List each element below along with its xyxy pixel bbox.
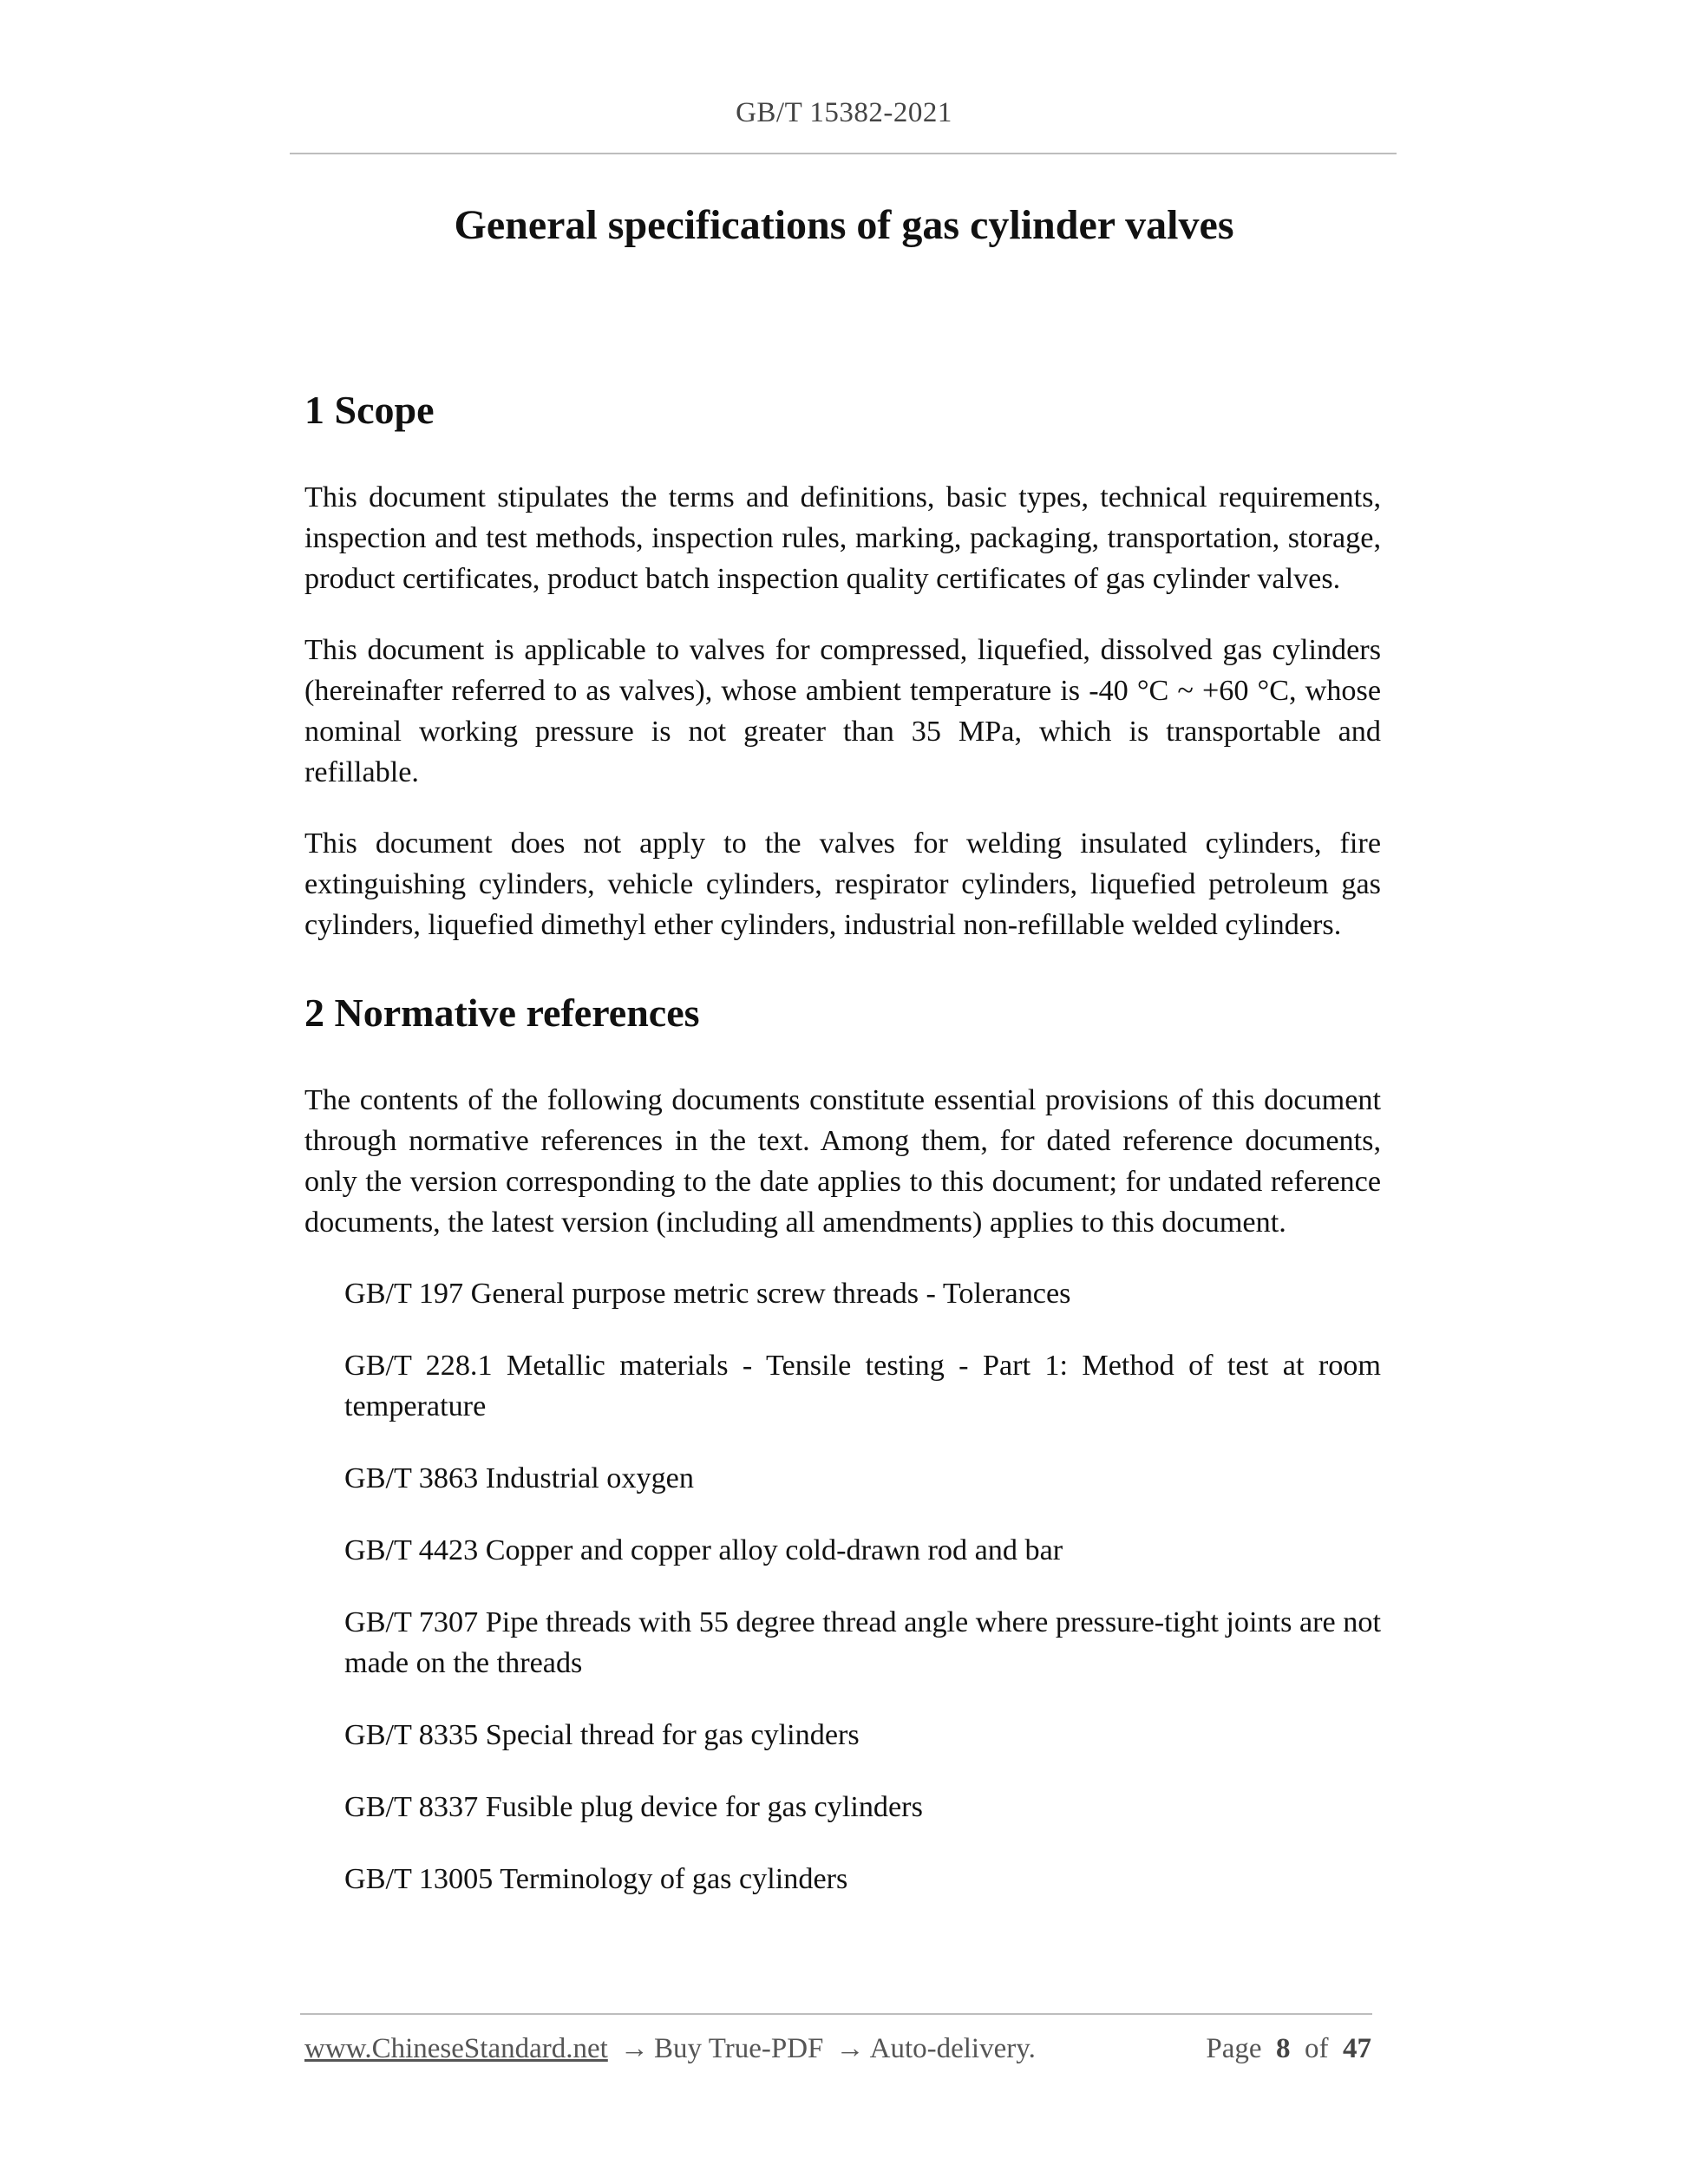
section-heading-scope: 1 Scope (304, 388, 435, 432)
page-current: 8 (1276, 2033, 1291, 2064)
website-link[interactable]: www.ChineseStandard.net (304, 2033, 608, 2064)
page-total: 47 (1343, 2033, 1371, 2064)
scope-paragraph-2: This document is applicable to valves for compressed, liquefied, dissolved gas cylinders (hereinafter referred to as valves), whose ambient temperature is -40 °C ~ +60 °C, whose nominal working pressure is not greater than 35 MPa, which is transportable and refillable. (304, 634, 1381, 789)
footer-step-delivery: Auto-delivery. (869, 2033, 1036, 2064)
reference-item: GB/T 228.1 Metallic materials - Tensile testing - Part 1: Method of test at room temperature (344, 1350, 1381, 1423)
arrow-right-icon: → (835, 2033, 865, 2064)
reference-item: GB/T 3863 Industrial oxygen (344, 1462, 694, 1495)
page-of-label: of (1305, 2033, 1329, 2064)
reference-item: GB/T 13005 Terminology of gas cylinders (344, 1863, 848, 1896)
scope-paragraph-1: This document stipulates the terms and definitions, basic types, technical requirements, inspection and test methods, inspection rules, marking, packaging, transportation, storage, product certificates, product batch inspection quality certificates of gas cylinder valves. (304, 481, 1381, 596)
normative-intro-paragraph: The contents of the following documents constitute essential provisions of this document through normative references in the text. Among them, for dated reference documents, only the version corresponding to the date applies to this document; for undated reference documents, the latest version (including all amendments) applies to this document. (304, 1084, 1381, 1239)
header-divider (290, 153, 1397, 154)
document-body (304, 382, 1381, 1931)
page-label: Page (1206, 2033, 1262, 2064)
reference-item: GB/T 8337 Fusible plug device for gas cylinders (344, 1791, 923, 1824)
footer-step-buy: Buy True-PDF (654, 2033, 824, 2064)
document-title: General specifications of gas cylinder valves (454, 202, 1234, 248)
reference-item: GB/T 8335 Special thread for gas cylinders (344, 1719, 860, 1752)
footer-divider (300, 2013, 1372, 2015)
section-heading-normative-references: 2 Normative references (304, 991, 700, 1036)
arrow-right-icon: → (620, 2033, 650, 2064)
reference-item: GB/T 4423 Copper and copper alloy cold-drawn rod and bar (344, 1534, 1063, 1567)
running-header: GB/T 15382-2021 (736, 97, 952, 128)
page-number (1206, 2033, 1371, 2065)
reference-list (304, 1273, 1381, 1900)
reference-item: GB/T 7307 Pipe threads with 55 degree thread angle where pressure-tight joints are not made on the threads (344, 1606, 1381, 1680)
reference-item: GB/T 197 General purpose metric screw threads - Tolerances (344, 1278, 1071, 1311)
footer-purchase-info (304, 2033, 1036, 2065)
scope-paragraph-3: This document does not apply to the valves for welding insulated cylinders, fire extinguishing cylinders, vehicle cylinders, respirator cylinders, liquefied petroleum gas cylinders, liquefied dimethyl ether cylinders, industrial non-refillable welded cylinders. (304, 827, 1381, 942)
